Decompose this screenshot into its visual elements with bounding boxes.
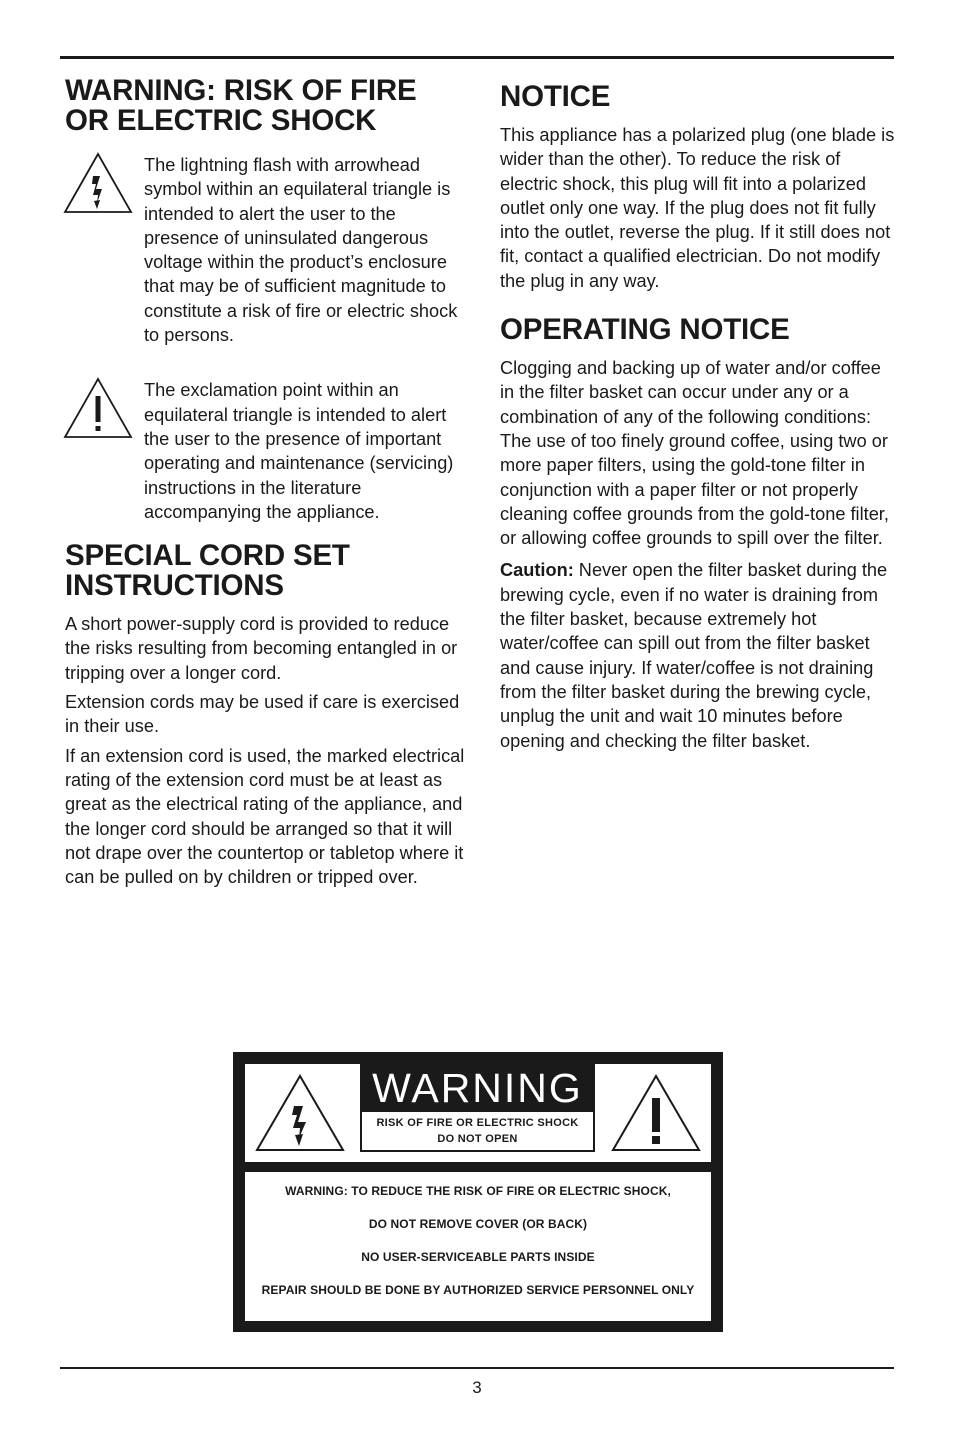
warning-label-line: REPAIR SHOULD BE DONE BY AUTHORIZED SERVICE PERSONNEL ONLY (261, 1283, 695, 1297)
lightning-triangle-icon (253, 1072, 347, 1154)
lightning-text: The lightning flash with arrowhead symbol within an equilateral triangle is intended to alert the user to the presence of uninsulated dangerous voltage within the product’s enclosure that may be of sufficient magnitude to constitute a risk of fire or electric shock to persons. (144, 155, 458, 346)
warning-subtitle (362, 1112, 593, 1147)
right-column (500, 76, 900, 758)
lightning-block (65, 153, 465, 347)
exclamation-block (65, 378, 465, 524)
exclamation-triangle-icon (609, 1072, 703, 1154)
cord-paragraph-1: A short power-supply cord is provided to reduce the risks resulting from becoming entangled in or tripping over a longer cord. (65, 614, 458, 683)
warning-title-box (360, 1064, 595, 1152)
lightning-triangle-icon (62, 151, 134, 215)
warning-label (233, 1052, 723, 1332)
operating-heading: OPERATING NOTICE (500, 313, 790, 347)
caution-paragraph (500, 558, 900, 752)
warning-label-body (245, 1172, 711, 1321)
cord-paragraph-3: If an extension cord is used, the marked electrical rating of the extension cord must be at least as great as the electrical rating of the appliance, and the longer cord should be arranged so that it will not drape over the countertop or tabletop where it can be pulled on by children or tripped over. (65, 745, 465, 888)
caution-label: Caution: (500, 560, 574, 581)
warning-label-line: NO USER-SERVICEABLE PARTS INSIDE (361, 1250, 595, 1264)
warning-title: WARNING (362, 1064, 593, 1112)
warning-label-line: DO NOT REMOVE COVER (OR BACK) (368, 1217, 588, 1231)
warning-subtitle-line-2: DO NOT OPEN (437, 1133, 518, 1145)
notice-heading: NOTICE (500, 80, 611, 113)
top-rule (60, 56, 894, 59)
bottom-rule (60, 1367, 894, 1369)
warning-heading: WARNING: RISK OF FIRE OR ELECTRIC SHOCK (65, 74, 417, 137)
page-number: 3 (472, 1378, 482, 1397)
cord-heading: SPECIAL CORD SET INSTRUCTIONS (65, 539, 350, 603)
exclamation-triangle-icon (62, 376, 134, 440)
left-column (65, 76, 465, 894)
warning-label-line: WARNING: TO REDUCE THE RISK OF FIRE OR ELECTRIC SHOCK, (285, 1184, 671, 1198)
exclamation-text: The exclamation point within an equilateral triangle is intended to alert the user to the presence of important operating and maintenance (servicing) instructions in the literature accompanying the appliance. (144, 380, 454, 522)
cord-paragraph-2: Extension cords may be used if care is exercised in their use. (65, 692, 460, 737)
notice-text: This appliance has a polarized plug (one blade is wider than the other). To reduce the risk of electric shock, this plug will fit into a polarized outlet only one way. If the plug does not fit fully into the outlet, reverse the plug. If it still does not fit, contact a qualified electrician. Do not modify the plug in any way. (500, 125, 895, 291)
caution-text: Never open the filter basket during the brewing cycle, even if no water is draining from the filter basket, because extremely hot water/coffee can spill out from the filter basket and cause injury. If water/coffee is not draining from the filter basket during the brewing cycle, unplug the unit and wait 10 minutes before opening and checking the filter basket. (500, 560, 888, 751)
warning-label-header (245, 1064, 711, 1162)
warning-subtitle-line-1: RISK OF FIRE OR ELECTRIC SHOCK (376, 1117, 579, 1129)
operating-text: Clogging and backing up of water and/or coffee in the filter basket can occur under any or a combination of any of the following conditions: The use of too finely ground coffee, using two or more paper filters, using the gold-tone filter in conjunction with a paper filter or not properly cleaning coffee grounds from the gold-tone filter, or allowing coffee grounds to spill over the filter. (500, 358, 889, 549)
